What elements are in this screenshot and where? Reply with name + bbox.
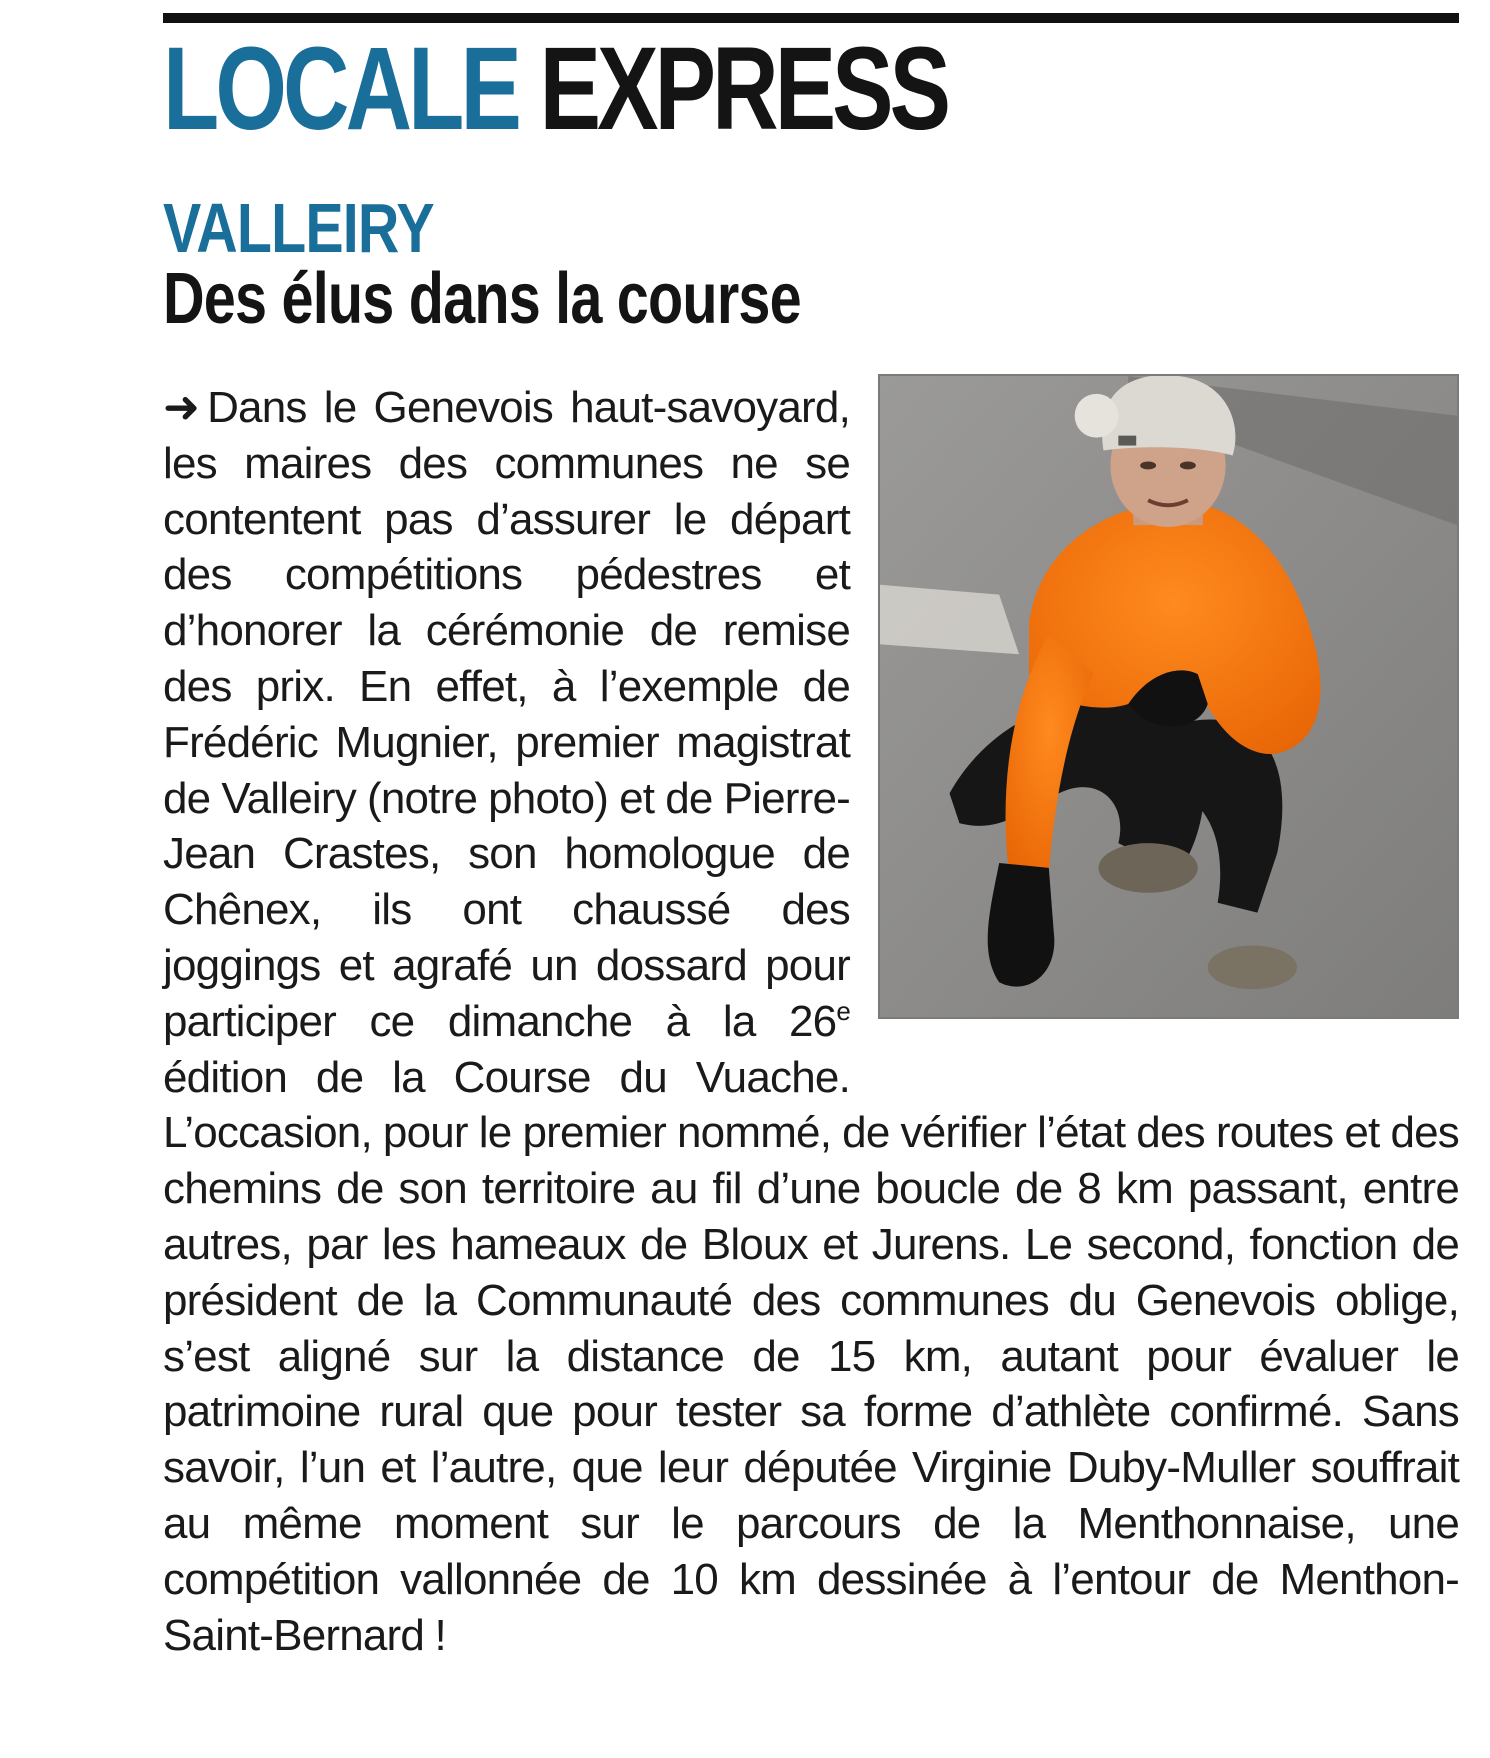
article-headline: Des élus dans la course [163,259,801,339]
section-header [163,23,948,155]
article-paragraph-part-2: édition de la Course du Vuache. L’occasion, pour le premier nommé, de vérifier l’état des routes et des chemins de son territoire au fil d’une boucle de 8 km passant, entre autres, par les hameaux de Bloux et Jurens. Le second, fonction de président de la Communauté des communes du Genevois oblige, s’est aligné sur la distance de 15 km, autant pour évaluer le patrimoine rural que pour tester sa forme d’athlète confirmé. Sans savoir, l’un et l’autre, que leur députée Virginie Duby-Muller souffrait au même moment sur le parcours de la Menthonnaise, une compétition vallonnée de 10 km dessinée à l’entour de Menthon-Saint-Bernard ! [163,1052,1459,1660]
section-header-locale: LOCALE [163,23,518,155]
ordinal-suffix: e [836,995,850,1026]
article-kicker: VALLEIRY [163,189,434,267]
photo-runner-crouching [880,376,1457,1017]
article-paragraph-part-1: Dans le Genevois haut-savoyard, les maires des communes ne se contentent pas d’assurer le départ des compétitions pédestres et d’honorer la cérémonie de remise des prix. En effet, à l’exemple de Frédéric Mugnier, premier magistrat de Valleiry (notre photo) et de Pierre-Jean Crastes, son homologue de Chênex, ils ont chaussé des joggings et agrafé un dossard pour participer ce dimanche à la 26 [163,383,850,1046]
article-body [163,380,1459,1663]
article-photo [878,374,1459,1019]
top-rule [163,13,1459,23]
arrow-right-icon: ➜ [163,383,200,432]
section-header-express: EXPRESS [539,23,948,155]
